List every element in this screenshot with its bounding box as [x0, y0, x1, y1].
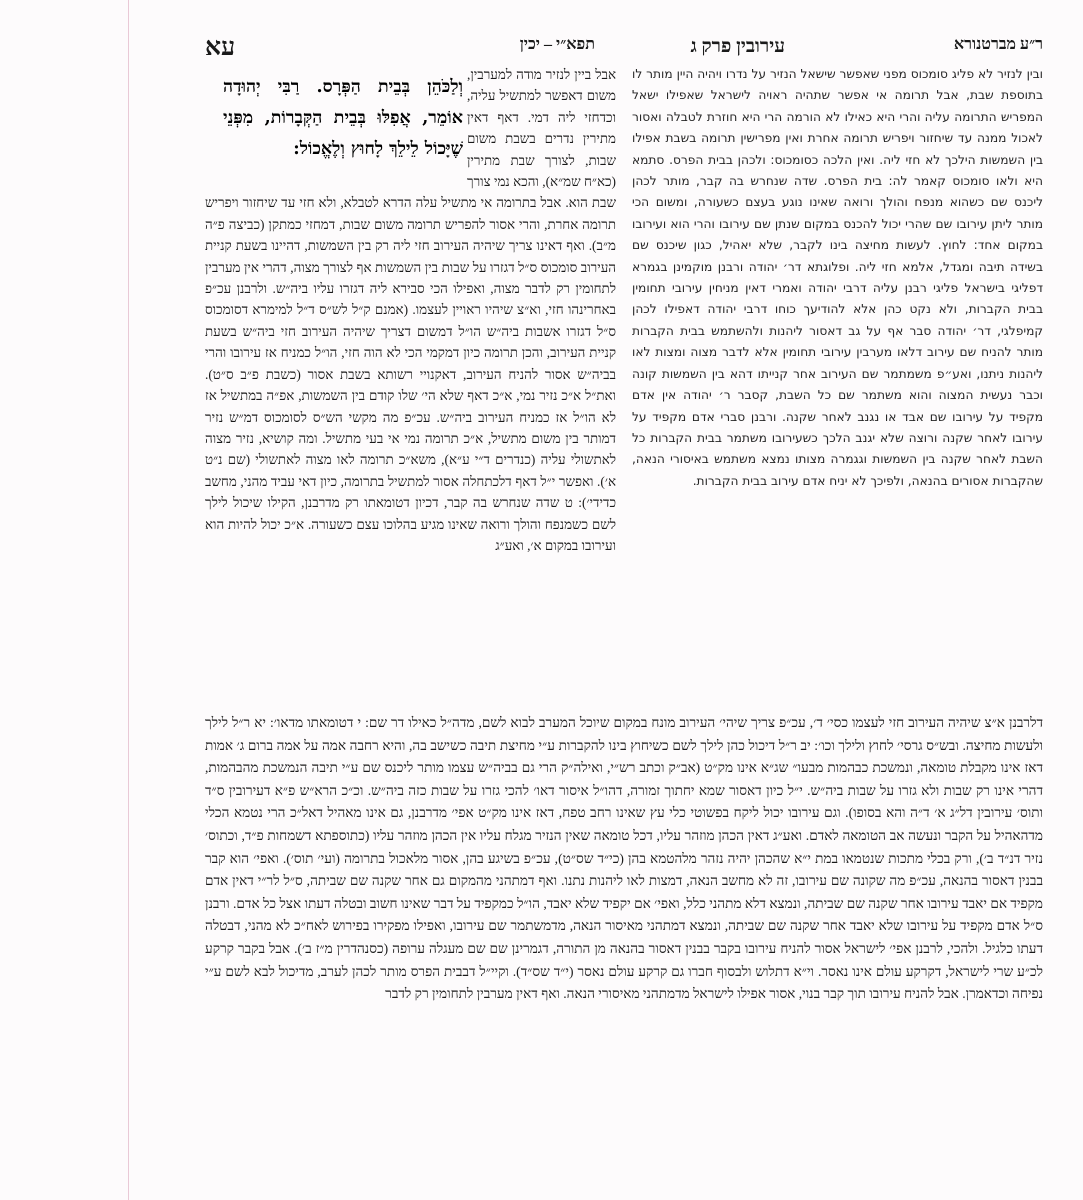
folio-number: עא [205, 32, 236, 61]
tiferet-yisrael-text: אבל ביין לנזיר מודה למערבין, משום דאפשר למתשיל עליה, וכדחזי ליה דמי. דאף דאין מתירין נדרים בשבת משום שבות, לצורך שבת מתירין (כא״ח שמ״א), והכא נמי צורך שבת הוא. אבל בתרומה אי מתשיל עלה הדרא לטבלא, ולא חזי עד שיחזור ויפריש תרומה אחרת, והרי אסור להפריש תרומה משום שבות, דמחזי כמתקן (כביצה פ״ה מ״ב). ואף דאינו צריך שיהיה העירוב חזי ליה רק בין השמשות, דהיינו בשעת קניית העירוב סומכוס ס״ל דגזרו על שבות בין השמשות אף לצורך מצוה, דהרי אין מערבין לתחומין רק לדבר מצוה, ואפילו הכי סבירא ליה דגזרו עליו ביה״ש. ולרבנן עכ״פ באחרינהו חזי, וא״צ שיהיו ראויין לעצמו. (אמנם ק״ל לש״ס ד״ל למימרא דסומכוס ס״ל דגזרו אשבות ביה״ש הו״ל דמשום דצריך שיהיה העירוב חזי ביה״ש בשעת קניית העירוב, והכן תרומה כיון דמקמי הכי לא הוה חזי, הו״ל כמניח אז עירובו והרי בביה״ש אסור להניח העירוב, דאקנויי רשותא בשבת אסור (כשבת פ״ב ס״ט). ואת״ל א״כ נזיר נמי, א״כ דאף שלא הי׳ שלו קודם בין השמשות, אפ״ה במתשיל אז לא הו״ל אז כמניח העירוב ביה״ש. עכ״פ מה מקשי הש״ס לסומכוס דמ״ש נזיר דמותר בין משום מתשיל, א״כ תרומה נמי אי בעי מתשיל. ומה קושיא, נזיר מצוה לאתשולי עליה (כנדרים ד״י ע״א), משא״כ תרומה לאו מצוה לאתשולי (שם נ״ט א׳). ואפשר י״ל דאף דלכתחלה אסור למתשיל בתרומה, כיון דאי עביד מהני, מחשב כדידי׳): ט שדה שנחרש בה קבר, דכיון דטומאתו רק מדרבנן, הקילו שיכול לילך לשם כשמנפח והולך ורואה שאינו מגיע בהלוכו עצם כשעורה. א״כ יכול להיות הוא ועירובו במקום א׳, ואע״ג [205, 67, 616, 553]
page-gutter-line [128, 0, 129, 1200]
mishnah-text: וְלַכֹּהֵן בְּבֵית הַפְּרָס. רַבִּי יְהוּדָה אוֹמֵר, אֲפִלּוּ בְּבֵית הַקְּבָרוֹת, מִפְּנֵי שֶׁיָּכוֹל לֵילֵךְ לָחוּץ וְלֶאֱכוֹל: [223, 77, 463, 159]
commentary-bottom-block [205, 712, 1043, 1006]
header-commentary-name: ר״ע מברטנורא [953, 36, 1043, 53]
page-header [205, 34, 1043, 64]
bartenura-column [632, 64, 1043, 704]
header-tractate-chapter: עירובין פרק ג [690, 36, 785, 57]
commentary-bottom-text: דלרבנן א״צ שיהיה העירוב חזי לעצמו כסי׳ ד׳, עכ״פ צריך שיהי׳ העירוב מונח במקום שיוכל המערב לבוא לשם, מדה״ל כאילו דר שם: י דטומאתו מדאו׳: יא ר״ל לילך ולעשות מחיצה. ובש״ס גרסי׳ לחוץ ולילך וכו׳: יב ר״ל דיכול כהן לילך לשם כשיחוץ בינו להקברות ע״י מחיצת תיבה כשישב בה, והיא רחבה אמה על אמה ברום ג׳ אמות דאז אינו מקבלת טומאה, ונמשכת כבהמות מבעו״ שג״א אינו מק״ט (אב״ק וכתב רש״י, ואילה״ק הרי גם בביה״ש עצמו מותר ליכנס שם ע״י תיבה הנמשכת מהבהמות, דהרי אינו רק שבות ולא גזרו על שבות ביה״ש. י״ל כיון דאסור שמא יחתוך זמורה, דהו״ל איסור דאו׳ להכי גזרו על שבות כזה ביה״ש. וכ״כ הרא״ש פ״א דעירובין ס״ד ותוס׳ עירובין דל״ג א׳ ד״ה והא בסופו). וגם עירובו יכול ליקח בפשוטי כלי עץ שאינו רחב טפח, דאז אינו מק״ט אפי׳ מדרבנן, גם אינו מאהיל דאל״כ הרי נטמא הכלי מדהאהיל על הקבר ונעשה אב הטומאה לאדם. ואע״ג דאין הכהן מוזהר עליו, דכל טומאה שאין הנזיר מגלח עליו אין הכהן מוזהר עליו (כתוספתא דשמחות פ״ד, וכתוס׳ נזיר דנ״ד ב׳), ורק בכלי מתכות שנטמאו במת י״א שהכהן יהיה נזהר מלהטמא בהן (כי״ד שס״ט), עכ״פ בשיגע בהן, אסור מלאכול בתרומה (ועי׳ תוס׳). ואפי׳ הוא קבר בבנין דאסור בהנאה, עכ״פ מה שקונה שם עירובו, זה לא מחשב הנאה, דמצות לאו ליהנות נתנו. ואף דמתהני מהמקום גם אחר שקנה שם שביתה, ס״ל לר״י דאין אדם מקפיד אם יאבד עירובו אחר שקנה שם שביתה, ונמצא דלא מתהני כלל, ואפי׳ אם יקפיד שלא יאבד, הו״ל כמקפיד על דבר שאינו חשוב ובטלה דעתו אצל כל אדם. ורבנן ס״ל אדם מקפיד על עירובו שלא יאבד אחר שקנה שם שביתה, ונמצא דמתהני מאיסור הנאה, מדמשתמר שם עירובו, ואפילו מפקירו בפירוש לאח״כ לא מהני, דבטלה דעתו כלגיל. ולהכי, לרבנן אפי׳ לישראל אסור להניח עירובו בקבר בבנין דאסור בהנאה מן התורה, דגמרינן שם שם מעגלה ערופה (כסנהדרין מ״ז ב׳). אבל בקבר קרקע לכ״ע שרי לישראל, דקרקע עולם אינו נאסר. וי״א דתלוש ולבסוף חברו גם קרקע עולם נאסר (י״ד שס״ד). וקיי״ל דבבית הפרס מותר לכהן לערב, מדיכול לבא לשם ע״י נפיחה וכדאמרן. אבל להניח עירובו תוך קבר בנוי, אסור אפילו לישראל מדמתהני מאיסורי הנאה. ואף דאין מערבין לתחומין רק לדבר [205, 715, 1043, 1002]
mishnah-text-block [217, 70, 467, 171]
talmud-page [205, 34, 1043, 1006]
header-commentary-name-left: תפא״י – יכין [519, 36, 595, 53]
tiferet-yisrael-column [205, 64, 616, 704]
commentary-columns [205, 64, 1043, 704]
bartenura-text: ובין לנזיר לא פליג סומכוס מפני שאפשר שישאל הנזיר על נדרו ויהיה היין מותר לו בתוספת שבת, אבל תרומה אי אפשר שתהיה ראויה לישראל שאפילו ישאל המפריש התרומה עליה והרי היא כאילו לא הורמה הרי היא חוזרת לטבלה ואסור לאכול ממנה עד שיחזור ויפריש תרומה אחרת ואין מפרישין תרומה בשבת אפילו בין השמשות הילכך לא חזי ליה. ואין הלכה כסומכוס: ולכהן בבית הפרס. סתמא היא ולאו סומכוס קאמר לה: בית הפרס. שדה שנחרש בה קבר, מותר לכהן ליכנס שם כשהוא מנפח והולך ורואה שאינו נוגע בעצם כשעורה, ומשום הכי מותר ליתן עירובו שם שהרי יכול להכנס במקום שנתן שם עירובו והרי הוא ועירובו במקום אחד: לחוץ. לעשות מחיצה בינו לקבר, שלא יאהיל, כגון שיכנס שם בשידה תיבה ומגדל, אלמא חזי ליה. ופלוגתא דר׳ יהודה ורבנן מוקמינן בגמרא דפליגי בישראל פליגי רבנן עליה דרבי יהודה ואמרי דאין מניחין עירובי תחומין בבית הקברות, ולא נקט כהן אלא להודיעך כוחו דרבי יהודה דאפילו לכהן קמיפלגי, דר׳ יהודה סבר אף על גב דאסור ליהנות ולהשתמש בבית הקברות מותר להניח שם עירוב דלאו מערבין עירובי תחומין אלא לדבר מצוה ומצות לאו ליהנות ניתנו, ואע״פ משמתמר שם העירוב אחר קנייתו דהא בין השמשות קונה וכבר נעשית המצוה והוא משתמר שם כל השבת, קסבר ר׳ יהודה אין אדם מקפיד על עירובו שם אבד או נגנב לאחר שקנה. ורבנן סברי אדם מקפיד על עירובו לאחר שקנה ורוצה שלא יגנב הלכך כשעירובו משתמר בבית הקברות כל השבת לאחר שקנה בין השמשות וגגמרה מצותו נמצא משתמש באיסורי הנאה, שהקברות אסורים בהנאה, ולפיכך לא יניח אדם עירוב בבית הקברות. [632, 67, 1043, 488]
